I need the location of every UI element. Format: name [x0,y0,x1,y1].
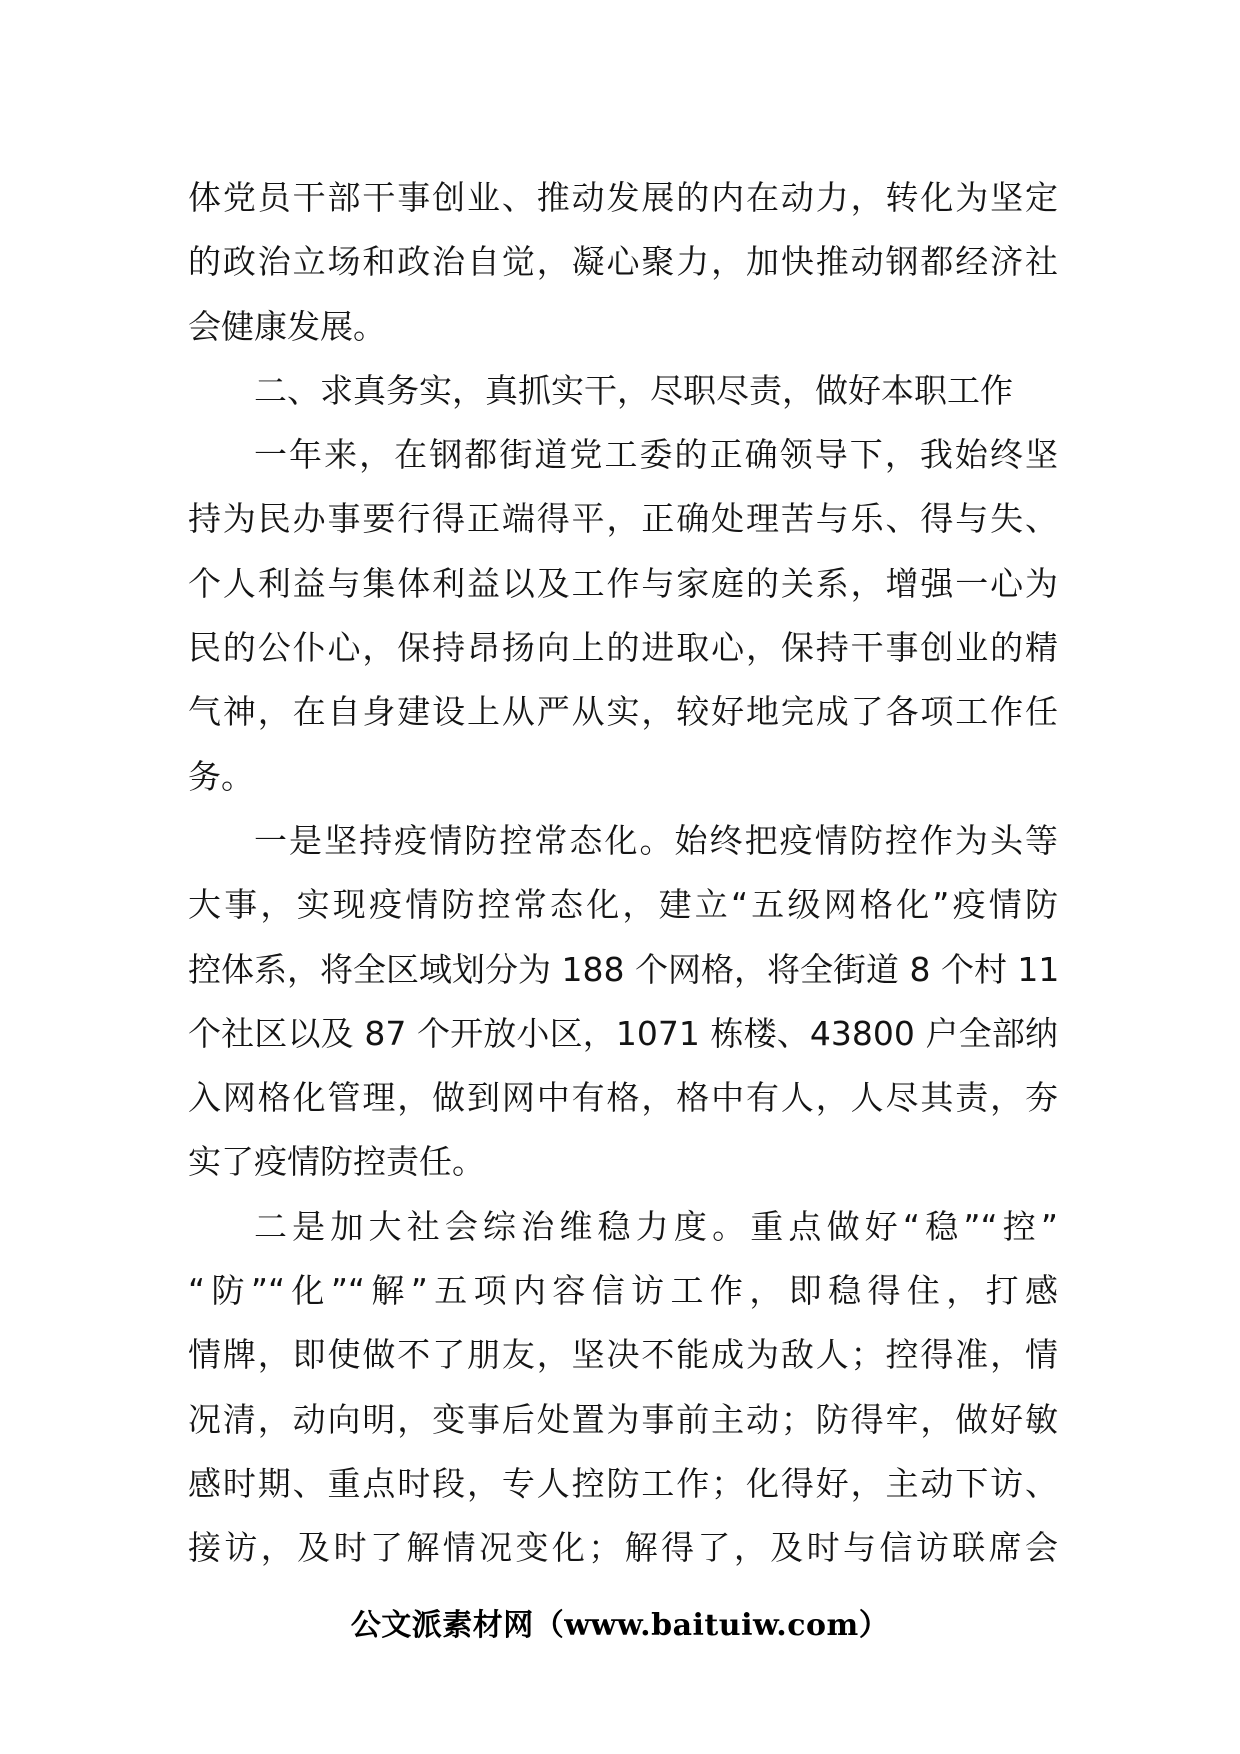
text-line: 控体系，将全区域划分为 188 个网格，将全街道 8 个村 11 [188,949,1060,989]
text-line: 一是坚持疫情防控常态化。始终把疫情防控作为头等 [254,820,1058,860]
text-line: “防”“化”“解”五项内容信访工作，即稳得住，打感 [188,1271,1058,1311]
text-line: 个人利益与集体利益以及工作与家庭的关系，增强一心为 [188,563,1058,603]
text-line: 民的公仆心，保持昂扬向上的进取心，保持干事创业的精 [188,628,1058,668]
text-line: 况清，动向明，变事后处置为事前主动；防得牢，做好敏 [188,1399,1058,1439]
text-line: 气神，在自身建设上从严从实，较好地完成了各项工作任 [188,692,1058,732]
document-body [188,166,1058,1581]
text-line: 二是加大社会综治维稳力度。重点做好“稳”“控” [254,1206,1058,1246]
text-line: 体党员干部干事创业、推动发展的内在动力，转化为坚定 [188,178,1058,217]
text-line: 情牌，即使做不了朋友，坚决不能成为敌人；控得准，情 [188,1335,1058,1375]
text-line: 持为民办事要行得正端得平，正确处理苦与乐、得与失、 [188,499,1058,539]
text-line: 大事，实现疫情防控常态化，建立“五级网格化”疫情防 [188,885,1058,925]
text-line: 一年来，在钢都街道党工委的正确领导下，我始终坚 [254,435,1058,475]
footer-watermark: 公文派素材网（www.baituiw.com） [350,1608,890,1643]
text-line: 务。 [188,756,254,796]
text-line: 感时期、重点时段，专人控防工作；化得好，主动下访、 [188,1463,1058,1503]
text-line: 接访，及时了解情况变化；解得了，及时与信访联席会 [188,1528,1058,1568]
text-line: 的政治立场和政治自觉，凝心聚力，加快推动钢都经济社 [188,242,1058,282]
text-line: 入网格化管理，做到网中有格，格中有人，人尽其责，夯 [188,1078,1058,1118]
text-line: 个社区以及 87 个开放小区，1071 栋楼、43800 户全部纳 [188,1013,1058,1053]
text-line: 二、求真务实，真抓实干，尽职尽责，做好本职工作 [254,370,1013,410]
text-line: 实了疫情防控责任。 [188,1142,485,1182]
text-line: 会健康发展。 [188,306,386,346]
